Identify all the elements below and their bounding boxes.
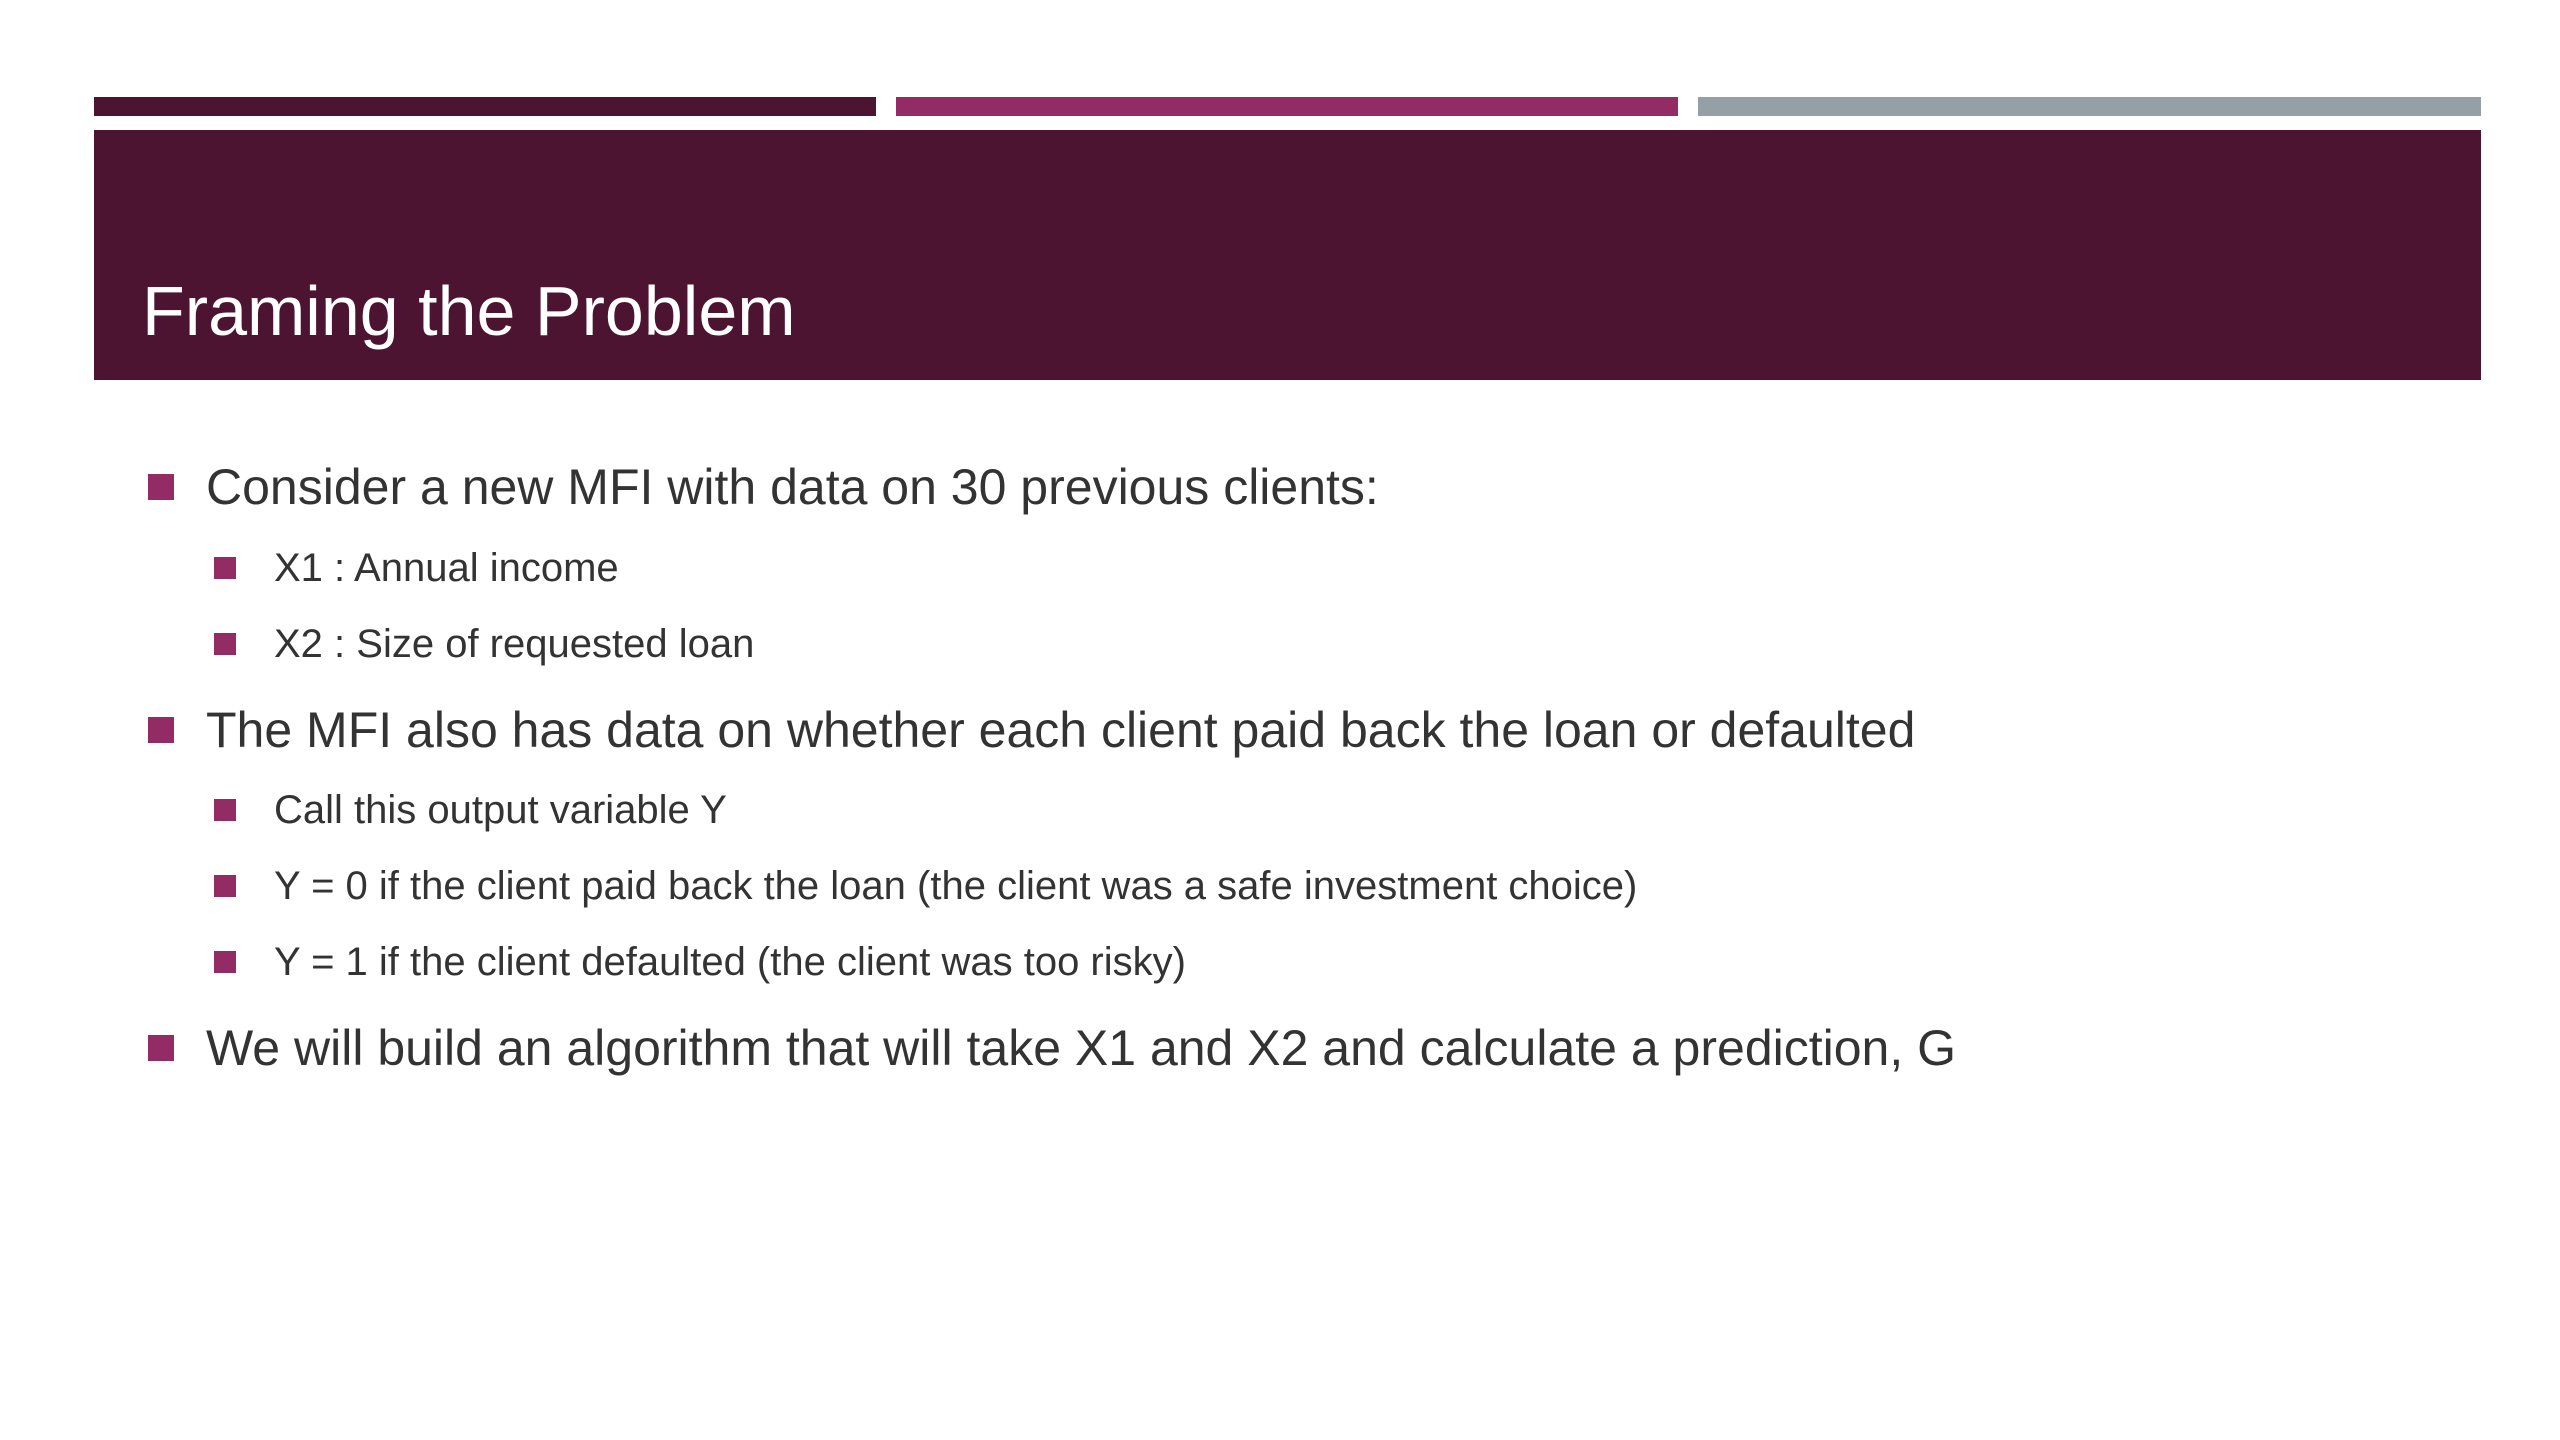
square-bullet-icon xyxy=(148,1035,174,1061)
square-bullet-icon xyxy=(148,717,174,743)
bullet-item xyxy=(148,700,1915,760)
sub-bullet-item xyxy=(214,856,1637,916)
sub-bullet-item xyxy=(214,932,1186,992)
square-bullet-icon xyxy=(214,875,236,897)
sub-bullet-text: Y = 0 if the client paid back the loan (the client was a safe investment choice) xyxy=(274,863,1638,908)
square-bullet-icon xyxy=(148,474,174,500)
sub-bullet-text: Y = 1 if the client defaulted (the client was too risky) xyxy=(274,939,1186,984)
slide-title: Framing the Problem xyxy=(142,272,796,350)
sub-bullet-item xyxy=(214,780,727,840)
bullet-item xyxy=(148,1018,1956,1078)
sub-bullet-text: X2 : Size of requested loan xyxy=(274,621,755,666)
sub-bullet-text: Call this output variable Y xyxy=(274,787,727,832)
square-bullet-icon xyxy=(214,951,236,973)
square-bullet-icon xyxy=(214,799,236,821)
bullet-text: The MFI also has data on whether each client paid back the loan or defaulted xyxy=(206,702,1916,758)
square-bullet-icon xyxy=(214,633,236,655)
sub-bullet-text: X1 : Annual income xyxy=(274,545,619,590)
sub-bullet-item xyxy=(214,614,754,674)
square-bullet-icon xyxy=(214,557,236,579)
bullet-text: We will build an algorithm that will take X1 and X2 and calculate a prediction, G xyxy=(206,1020,1957,1076)
bullet-text: Consider a new MFI with data on 30 previous clients: xyxy=(206,459,1379,515)
sub-bullet-item xyxy=(214,538,619,598)
bullet-item xyxy=(148,457,1379,517)
